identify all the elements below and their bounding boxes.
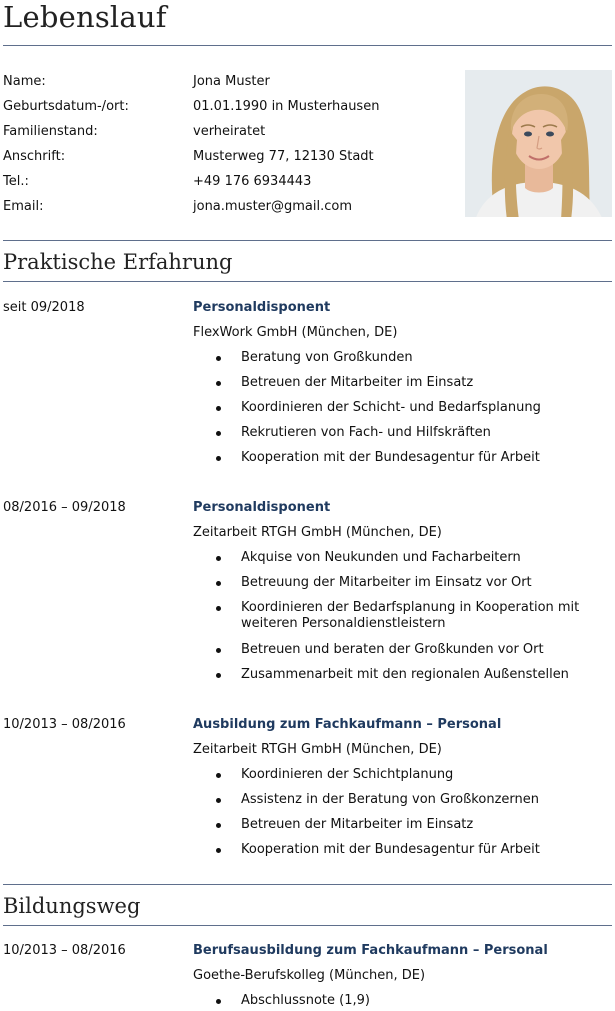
list-item: Akquise von Neukunden und Facharbeitern xyxy=(241,550,521,565)
entry-company: Zeitarbeit RTGH GmbH (München, DE) xyxy=(193,525,442,540)
list-item: Betreuen der Mitarbeiter im Einsatz xyxy=(241,375,474,390)
personal-label: Familienstand: xyxy=(3,124,98,139)
bullet-icon xyxy=(216,673,221,678)
personal-label: Name: xyxy=(3,74,46,89)
bullet-icon xyxy=(216,556,221,561)
bullet-icon xyxy=(216,606,221,611)
personal-value: +49 176 6934443 xyxy=(193,174,312,189)
bullet-icon xyxy=(216,406,221,411)
list-item: Abschlussnote (1,9) xyxy=(241,993,370,1008)
list-item: Rekrutieren von Fach- und Hilfskräften xyxy=(241,425,491,440)
bullet-icon xyxy=(216,431,221,436)
personal-label: Email: xyxy=(3,199,44,214)
personal-value: jona.muster@gmail.com xyxy=(193,199,353,214)
section-divider xyxy=(3,884,612,885)
title-divider xyxy=(3,45,612,46)
profile-photo xyxy=(465,70,612,217)
list-item: Zusammenarbeit mit den regionalen Außenstellen xyxy=(241,667,569,682)
entry-company: FlexWork GmbH (München, DE) xyxy=(193,325,398,340)
personal-value: Musterweg 77, 12130 Stadt xyxy=(193,149,374,164)
bullet-icon xyxy=(216,798,221,803)
entry-title: Personaldisponent xyxy=(193,500,331,515)
bullet-icon xyxy=(216,581,221,586)
personal-value: Jona Muster xyxy=(193,74,270,89)
section-title-education: Bildungsweg xyxy=(3,894,141,918)
list-item: Betreuen der Mitarbeiter im Einsatz xyxy=(241,817,474,832)
bullet-icon xyxy=(216,823,221,828)
bullet-icon xyxy=(216,999,221,1004)
page-title: Lebenslauf xyxy=(3,0,167,34)
personal-label: Geburtsdatum-/ort: xyxy=(3,99,129,114)
bullet-icon xyxy=(216,381,221,386)
list-item: Koordinieren der Bedarfsplanung in Kooperation mit weiteren Personaldienstleistern xyxy=(241,600,580,631)
entry-title: Personaldisponent xyxy=(193,300,331,315)
section-divider xyxy=(3,925,612,926)
list-item: Kooperation mit der Bundesagentur für Arbeit xyxy=(241,842,540,857)
personal-value: 01.01.1990 in Musterhausen xyxy=(193,99,380,114)
personal-label: Anschrift: xyxy=(3,149,66,164)
bullet-icon xyxy=(216,773,221,778)
personal-label: Tel.: xyxy=(3,174,29,189)
bullet-icon xyxy=(216,848,221,853)
entry-date: 08/2016 – 09/2018 xyxy=(3,500,126,515)
entry-title: Berufsausbildung zum Fachkaufmann – Personal xyxy=(193,943,548,958)
entry-date: 10/2013 – 08/2016 xyxy=(3,943,126,958)
bullet-icon xyxy=(216,648,221,653)
entry-date: seit 09/2018 xyxy=(3,300,85,315)
list-item: Assistenz in der Beratung von Großkonzernen xyxy=(241,792,539,807)
entry-company: Zeitarbeit RTGH GmbH (München, DE) xyxy=(193,742,442,757)
list-item: Koordinieren der Schicht- und Bedarfsplanung xyxy=(241,400,541,415)
section-divider xyxy=(3,240,612,241)
bullet-icon xyxy=(216,456,221,461)
personal-value: verheiratet xyxy=(193,124,266,139)
list-item: Beratung von Großkunden xyxy=(241,350,413,365)
section-divider xyxy=(3,281,612,282)
entry-company: Goethe-Berufskolleg (München, DE) xyxy=(193,968,426,983)
entry-title: Ausbildung zum Fachkaufmann – Personal xyxy=(193,717,502,732)
portrait-illustration xyxy=(465,70,612,217)
list-item: Kooperation mit der Bundesagentur für Arbeit xyxy=(241,450,540,465)
section-title-experience: Praktische Erfahrung xyxy=(3,250,233,274)
bullet-icon xyxy=(216,356,221,361)
list-item: Betreuen und beraten der Großkunden vor Ort xyxy=(241,642,544,657)
list-item: Koordinieren der Schichtplanung xyxy=(241,767,454,782)
list-item: Betreuung der Mitarbeiter im Einsatz vor Ort xyxy=(241,575,532,590)
entry-date: 10/2013 – 08/2016 xyxy=(3,717,126,732)
